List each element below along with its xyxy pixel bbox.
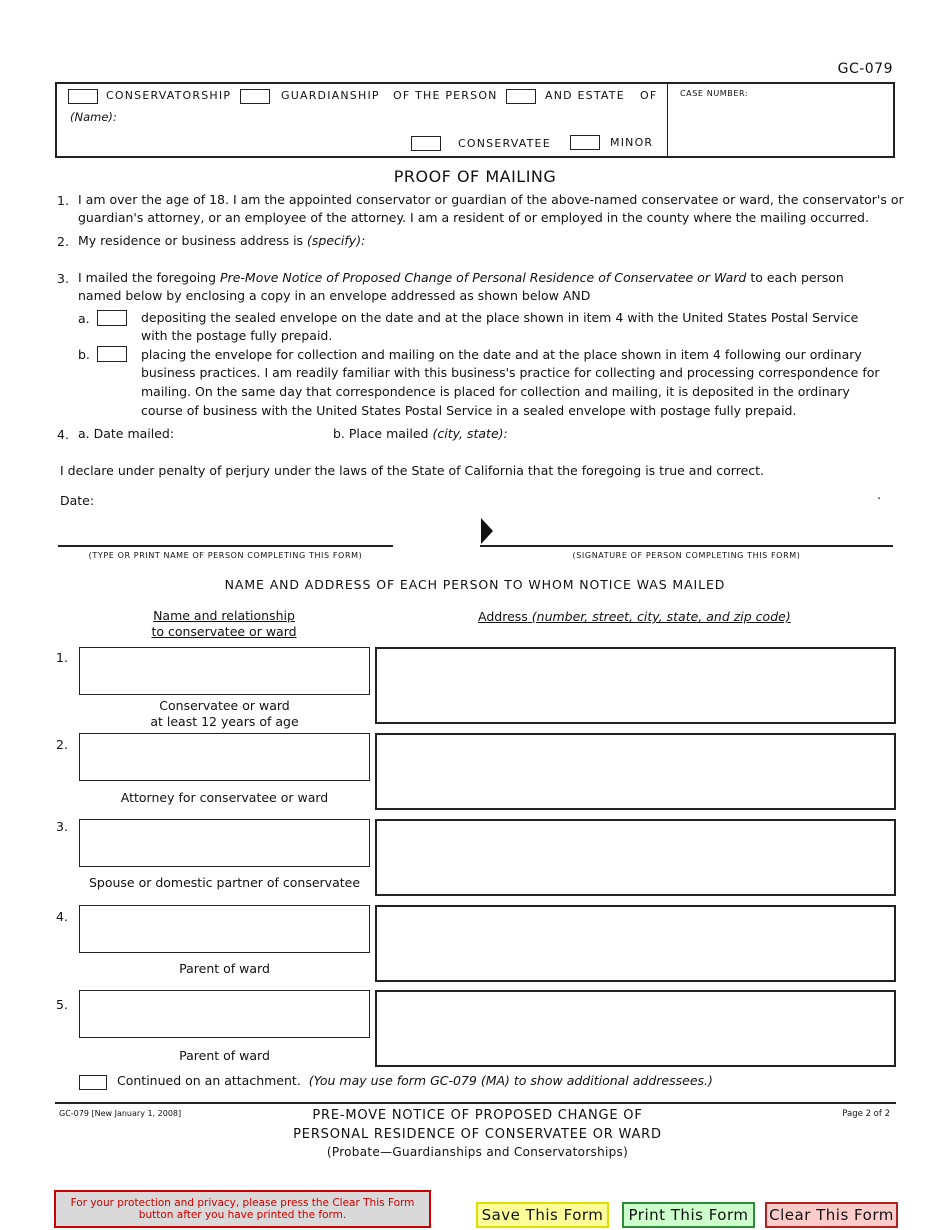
item3b-line2: business practices. I am readily familiar with this business's practice for collecting and processing correspondence for	[141, 365, 880, 380]
minor-checkbox[interactable]	[570, 135, 600, 150]
print-form-button[interactable]: Print This Form	[622, 1202, 755, 1228]
page-title: PROOF OF MAILING	[393, 167, 557, 186]
recipient-1-number: 1.	[56, 650, 68, 665]
item3b-line3: mailing. On the same day that correspondence is placed for collection and mailing, it is deposited in the ordinary	[141, 384, 850, 399]
signature-line	[480, 545, 893, 547]
recipient-2-name-field[interactable]	[79, 733, 370, 781]
col-name-line1: Name and relationship	[153, 608, 295, 623]
item3-post: to each person	[750, 270, 844, 285]
footer-title	[0, 1106, 950, 1161]
and-estate-checkbox[interactable]	[506, 89, 536, 104]
item1-line1: I am over the age of 18. I am the appointed conservator or guardian of the above-named conservatee or ward, the conservator's or	[78, 192, 904, 207]
address-input[interactable]	[370, 232, 890, 262]
date-input[interactable]	[100, 492, 300, 510]
form-code: GC-079	[837, 61, 893, 77]
date-label: Date:	[60, 493, 95, 508]
item1-number: 1.	[57, 193, 69, 208]
item3-pre: I mailed the foregoing	[78, 270, 217, 285]
recipient-5-number: 5.	[56, 997, 68, 1012]
col-name-header	[120, 608, 328, 640]
item3-line2: named below by enclosing a copy in an envelope addressed as shown below AND	[78, 288, 591, 303]
save-form-button[interactable]: Save This Form	[476, 1202, 609, 1228]
recipient-4-caption: Parent of ward	[179, 961, 270, 976]
recipient-1-name-field[interactable]	[79, 647, 370, 695]
footer-title-line2: PERSONAL RESIDENCE OF CONSERVATEE OR WARD	[293, 1127, 662, 1142]
place-mailed-italic: (city, state):	[432, 426, 508, 441]
item3-form-name: Pre-Move Notice of Proposed Change of Personal Residence of Conservatee or Ward	[220, 270, 747, 285]
conservatorship-label: CONSERVATORSHIP	[106, 89, 232, 102]
conservatee-label: CONSERVATEE	[458, 137, 551, 150]
date-mailed-label: a. Date mailed:	[78, 426, 175, 441]
item3a-checkbox[interactable]	[97, 310, 127, 326]
item3-line1	[78, 269, 844, 288]
guardianship-checkbox[interactable]	[240, 89, 270, 104]
col-address-header	[478, 609, 791, 624]
recipient-2-number: 2.	[56, 737, 68, 752]
continued-label: Continued on an attachment.	[117, 1073, 301, 1088]
recipient-5-address-field[interactable]	[375, 990, 896, 1067]
case-number-label: CASE NUMBER:	[680, 89, 749, 98]
item3a-line2: with the postage fully prepaid.	[141, 328, 333, 343]
declaration-text: I declare under penalty of perjury under the laws of the State of California that the foregoing is true and correct.	[60, 463, 765, 478]
recipient-2-caption: Attorney for conservatee or ward	[120, 790, 329, 805]
conservatee-checkbox[interactable]	[411, 136, 441, 151]
name-label: (Name):	[70, 110, 117, 124]
continued-text	[117, 1072, 713, 1091]
item2-specify: (specify):	[307, 233, 366, 248]
guardianship-label: GUARDIANSHIP	[281, 89, 380, 102]
recipient-3-number: 3.	[56, 819, 68, 834]
item3b-line4: course of business with the United States Postal Service in a sealed envelope with postage fully prepaid.	[141, 403, 797, 418]
col-name-line2: to conservatee or ward	[151, 624, 297, 639]
place-mailed-input[interactable]	[520, 425, 890, 443]
col-address-italic: (number, street, city, state, and zip code)	[531, 609, 791, 624]
signature-arrow-icon	[481, 518, 493, 544]
footer-rule	[55, 1102, 896, 1104]
item2-label: My residence or business address is	[78, 233, 304, 248]
continued-checkbox[interactable]	[79, 1075, 107, 1090]
place-mailed-text: b. Place mailed	[333, 426, 429, 441]
recipient-2-address-field[interactable]	[375, 733, 896, 810]
recipient-4-number: 4.	[56, 909, 68, 924]
recipient-5-name-field[interactable]	[79, 990, 370, 1038]
case-number-input[interactable]	[676, 102, 886, 150]
col-address-label: Address	[478, 609, 528, 624]
minor-label: MINOR	[610, 136, 654, 149]
recipient-1-caption	[79, 698, 370, 730]
item3b-letter: b.	[78, 347, 90, 362]
footer-form-id: GC-079 [New January 1, 2008]	[59, 1109, 182, 1118]
clear-form-button[interactable]: Clear This Form	[765, 1202, 898, 1228]
recipient-1-caption-line1: Conservatee or ward	[159, 698, 290, 713]
recipient-4-address-field[interactable]	[375, 905, 896, 982]
footer-page: Page 2 of 2	[842, 1109, 890, 1119]
item3a-line1: depositing the sealed envelope on the date and at the place shown in item 4 with the United States Postal Service	[141, 310, 859, 325]
recipient-3-name-field[interactable]	[79, 819, 370, 867]
recipient-1-caption-line2: at least 12 years of age	[150, 714, 299, 729]
item2-number: 2.	[57, 234, 69, 249]
continued-note: (You may use form GC-079 (MA) to show additional addressees.)	[308, 1073, 713, 1088]
of-label: OF	[640, 89, 658, 102]
mail-heading: NAME AND ADDRESS OF EACH PERSON TO WHOM NOTICE WAS MAILED	[224, 577, 726, 592]
item4-number: 4.	[57, 427, 69, 442]
recipient-3-caption: Spouse or domestic partner of conservatee	[88, 875, 361, 890]
item3a-letter: a.	[78, 311, 90, 326]
privacy-notice: For your protection and privacy, please press the Clear This Form button after you have printed the form.	[54, 1190, 431, 1228]
recipient-5-caption: Parent of ward	[179, 1048, 270, 1063]
printed-name-line	[58, 545, 393, 547]
item2-text	[78, 232, 365, 251]
trailing-dot: .	[877, 487, 881, 502]
footer-subtitle: (Probate—Guardianships and Conservatorships)	[326, 1145, 629, 1159]
item3-number: 3.	[57, 271, 69, 286]
item3b-checkbox[interactable]	[97, 346, 127, 362]
printed-name-input[interactable]	[58, 522, 392, 544]
printed-name-caption: (TYPE OR PRINT NAME OF PERSON COMPLETING THIS FORM)	[88, 551, 363, 560]
date-mailed-input[interactable]	[180, 425, 320, 443]
place-mailed-label	[333, 425, 508, 444]
recipient-4-name-field[interactable]	[79, 905, 370, 953]
conservatorship-checkbox[interactable]	[68, 89, 98, 104]
of-the-person-label: OF THE PERSON	[393, 89, 498, 102]
recipient-1-address-field[interactable]	[375, 647, 896, 724]
item1-line2: guardian's attorney, or an employee of the attorney. I am a resident of or employed in the county where the mailing occurred.	[78, 210, 869, 225]
recipient-3-address-field[interactable]	[375, 819, 896, 896]
item3b-line1: placing the envelope for collection and mailing on the date and at the place shown in item 4 following our ordinary	[141, 347, 862, 362]
case-number-divider	[667, 84, 668, 156]
signature-caption: (SIGNATURE OF PERSON COMPLETING THIS FORM)	[572, 551, 801, 560]
and-estate-label: AND ESTATE	[545, 89, 625, 102]
footer-title-line1: PRE-MOVE NOTICE OF PROPOSED CHANGE OF	[312, 1108, 643, 1123]
